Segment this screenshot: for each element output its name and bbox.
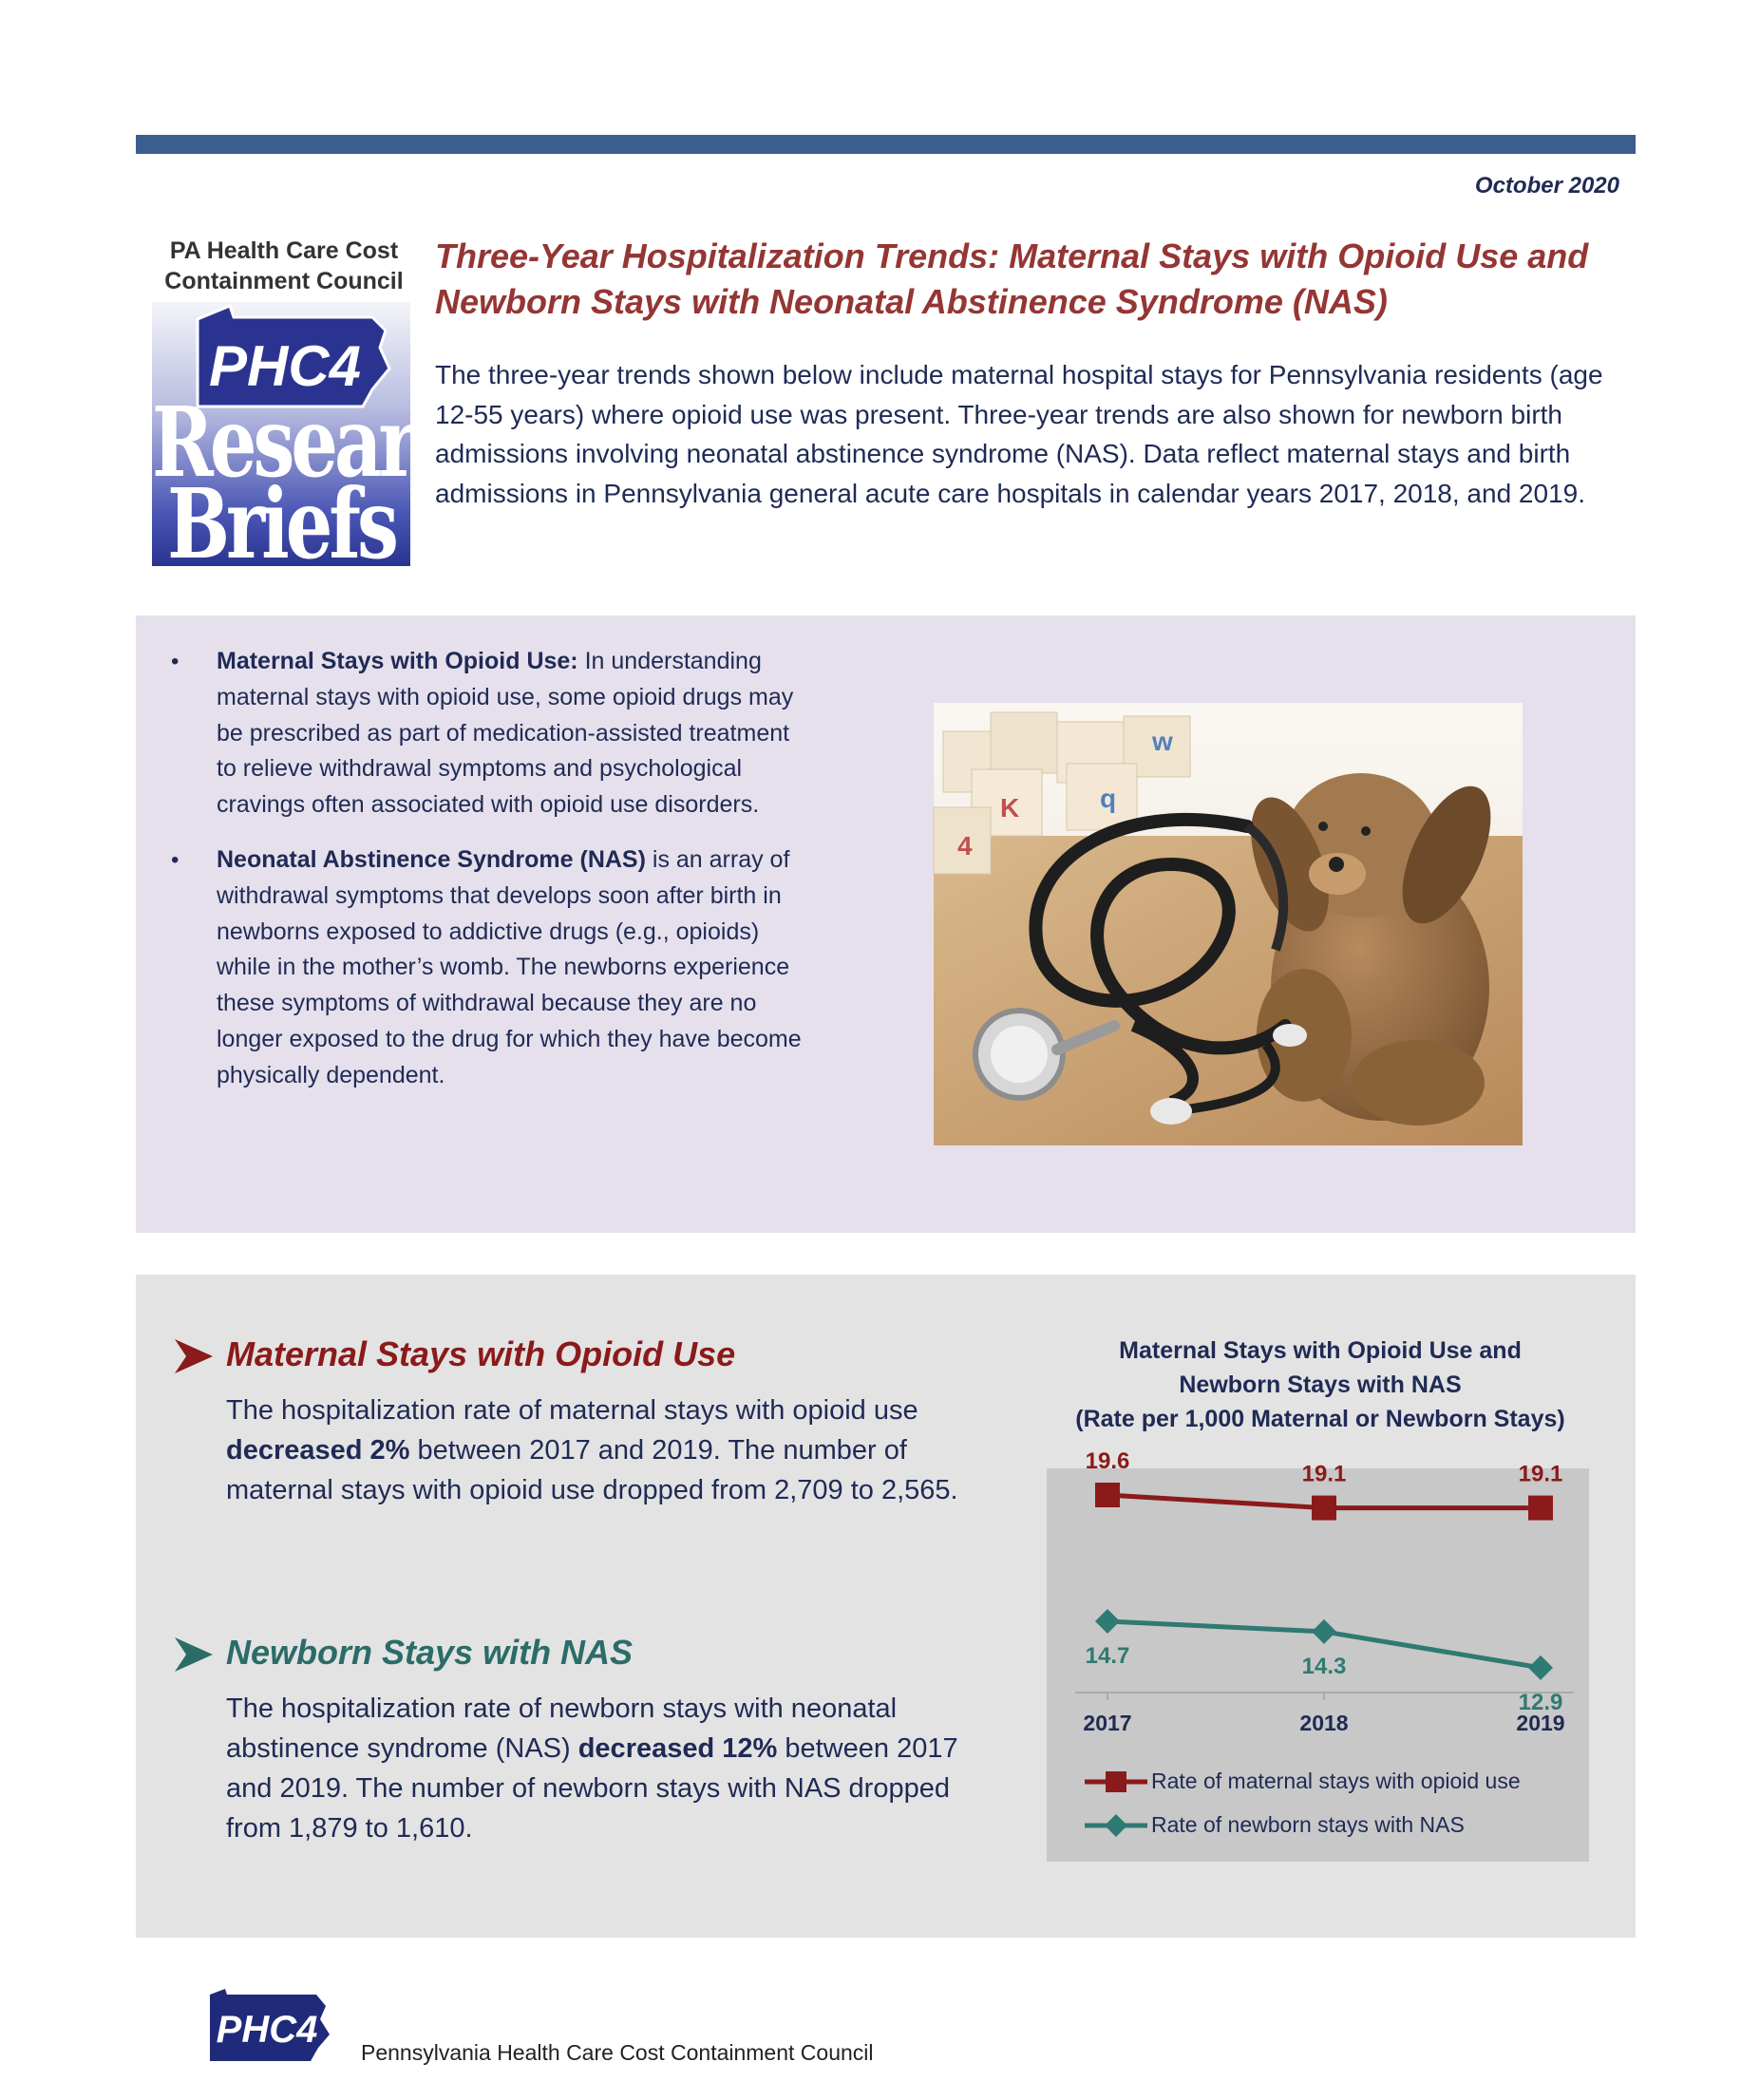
chart-plot <box>1047 1448 1589 1753</box>
newborn-heading-text: Newborn Stays with NAS <box>226 1633 634 1672</box>
council-name-line1: PA Health Care Cost <box>169 237 399 264</box>
top-accent-bar <box>136 135 1636 154</box>
page-title: Three-Year Hospitalization Trends: Maternal Stays with Opioid Use and Newborn Stays with Neonatal Abstinence Syndrome (NAS) <box>435 236 1589 321</box>
svg-text:K: K <box>1000 793 1020 823</box>
research-briefs-logo <box>152 302 505 581</box>
footer-organization-name: Pennsylvania Health Care Cost Containment Council <box>361 2040 874 2065</box>
chart-title-line1: Maternal Stays with Opioid Use and <box>1119 1337 1522 1364</box>
intro-paragraph: The three-year trends shown below include maternal hospital stays for Pennsylvania residents (age 12-55 years) where opioid use was present. Three-year trends are also shown for newborn birth admissions involving neonatal abstinence syndrome (NAS). Data reflect maternal stays and birth admissions in Pennsylvania general acute care hospitals in calendar years 2017, 2018, and 2019. <box>435 360 1603 508</box>
data-label: 19.1 <box>1301 1461 1347 1487</box>
line-chart <box>1047 1448 1589 1862</box>
legend-label: Rate of newborn stays with NAS <box>1151 1812 1465 1837</box>
maternal-decrease: decreased 2% <box>226 1435 410 1466</box>
definitions-list <box>171 644 807 1113</box>
footer-logo <box>204 1987 337 2063</box>
x-tick-label: 2019 <box>1516 1711 1565 1735</box>
maternal-section-body <box>226 1391 1005 1510</box>
data-label: 14.7 <box>1085 1643 1130 1669</box>
x-tick-label: 2017 <box>1083 1711 1132 1735</box>
newborn-text-b: between 2017 and 2019. The number of newborn stays with NAS dropped from 1,879 to 1,610. <box>226 1733 958 1844</box>
publication-date: October 2020 <box>1474 173 1619 199</box>
newborn-text-a: The hospitalization rate of newborn stays with neonatal abstinence syndrome (NAS) <box>226 1693 898 1764</box>
newborn-section-body <box>226 1689 1005 1848</box>
data-point-newborn <box>1312 1619 1336 1644</box>
definition-term: Neonatal Abstinence Syndrome (NAS) <box>217 845 646 873</box>
data-label: 14.3 <box>1301 1653 1347 1679</box>
x-tick-label: 2018 <box>1299 1711 1349 1735</box>
svg-text:q: q <box>1100 784 1117 813</box>
council-name-line2: Containment Council <box>164 268 404 294</box>
stethoscope-teddy-bear-photo <box>934 703 1523 1145</box>
logo-word-research: Research <box>152 387 505 500</box>
definition-maternal <box>171 644 807 823</box>
chart-title-line2: Newborn Stays with NAS <box>1179 1372 1462 1398</box>
logo-word-briefs: Briefs <box>167 468 395 581</box>
maternal-text-b: between 2017 and 2019. The number of maternal stays with opioid use dropped from 2,709 to 2,565. <box>226 1435 958 1505</box>
maternal-text-a: The hospitalization rate of maternal stays with opioid use <box>226 1395 918 1426</box>
arrowhead-icon <box>173 1636 215 1674</box>
data-label: 19.1 <box>1518 1461 1563 1487</box>
chart-subtitle: (Rate per 1,000 Maternal or Newborn Stays) <box>1075 1406 1565 1432</box>
data-point-newborn <box>1528 1655 1553 1680</box>
definition-text: In understanding maternal stays with opioid use, some opioid drugs may be prescribed as part of medication-assisted treatment to relieve withdrawal symptoms and psychological cravings often associated with opioid use disorders. <box>217 648 794 819</box>
footer-logo-acronym: PHC4 <box>216 2009 318 2051</box>
legend-label: Rate of maternal stays with opioid use <box>1151 1769 1521 1793</box>
maternal-heading-text: Maternal Stays with Opioid Use <box>226 1334 736 1373</box>
data-point-maternal <box>1095 1483 1120 1507</box>
data-label: 19.6 <box>1085 1448 1130 1474</box>
pennsylvania-logo-icon <box>204 1987 337 2063</box>
council-name <box>150 236 418 296</box>
data-point-newborn <box>1095 1609 1120 1634</box>
data-point-maternal <box>1528 1496 1553 1521</box>
svg-text:4: 4 <box>957 831 973 861</box>
svg-text:w: w <box>1152 727 1173 756</box>
newborn-decrease: decreased 12% <box>577 1733 778 1764</box>
legend-square-marker-icon <box>1085 1769 1147 1795</box>
data-label: 12.9 <box>1518 1689 1563 1715</box>
definition-nas <box>171 842 807 1094</box>
definition-text: is an array of withdrawal symptoms that develops soon after birth in newborns exposed to addictive drugs (e.g., opioids) while in the mother’s womb. The newborns experience these symptoms of withdrawal because they are no longer exposed to the drug for which they have become physically dependent. <box>217 845 802 1088</box>
logo-acronym: PHC4 <box>208 334 362 398</box>
chart-title <box>1045 1334 1596 1402</box>
arrowhead-icon <box>173 1337 215 1375</box>
definition-term: Maternal Stays with Opioid Use: <box>217 648 578 674</box>
data-point-maternal <box>1312 1496 1336 1521</box>
legend-diamond-marker-icon <box>1085 1812 1147 1839</box>
